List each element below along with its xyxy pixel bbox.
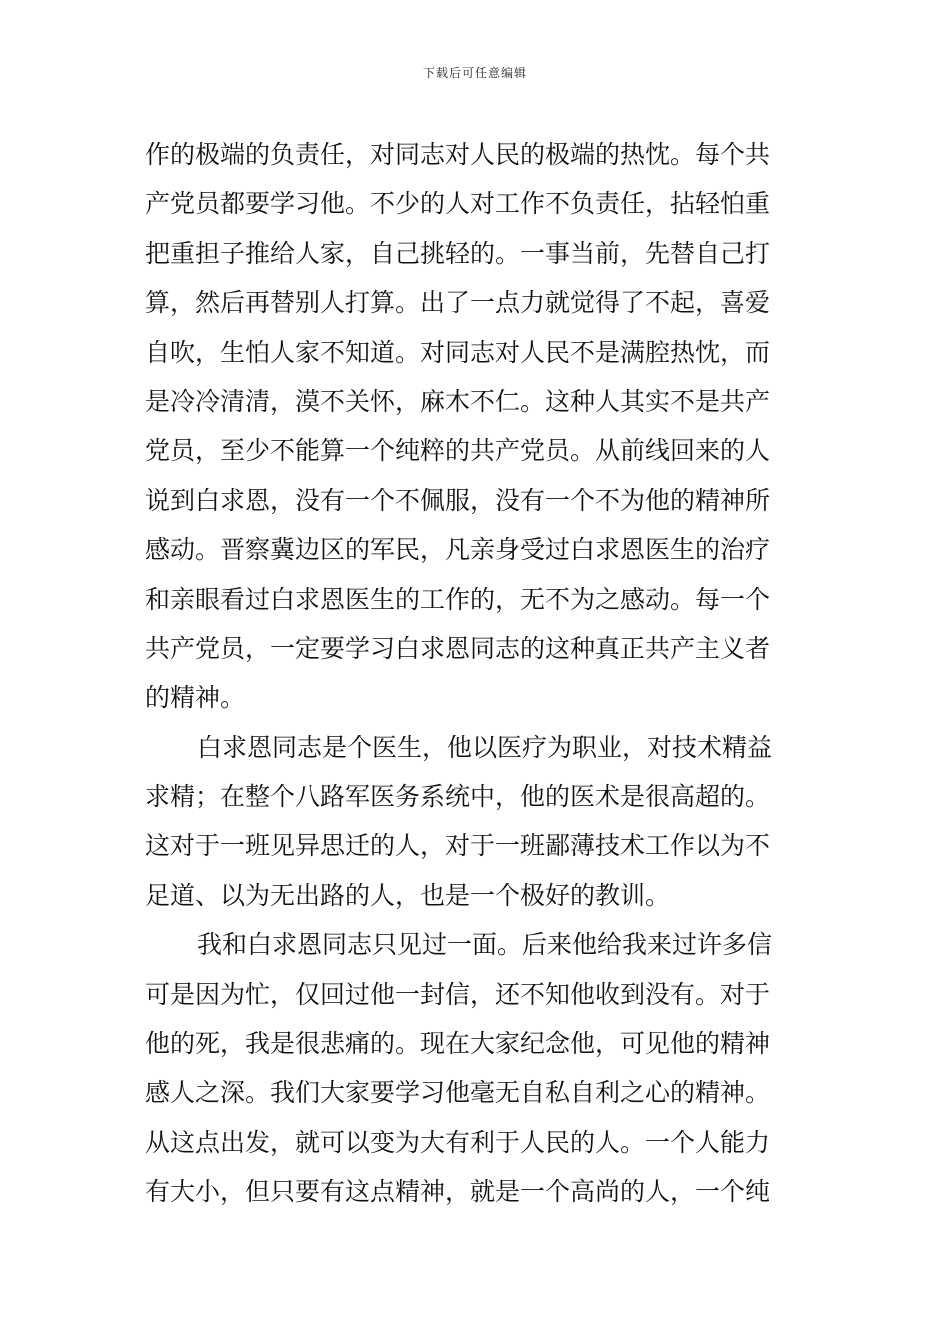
text-line: 感动。晋察冀边区的军民，凡亲身受过白求恩医生的治疗 — [145, 535, 771, 565]
text-line: 算，然后再替别人打算。出了一点力就觉得了不起，喜爱 — [145, 288, 771, 318]
text-line: 共产党员，一定要学习白求恩同志的这种真正共产主义者 — [145, 633, 771, 663]
text-line: 求精；在整个八路军医务系统中，他的医术是很高超的。 — [145, 782, 771, 812]
text-line: 自吹，生怕人家不知道。对同志对人民不是满腔热忱，而 — [145, 337, 771, 367]
text-line: 他的死，我是很悲痛的。现在大家纪念他，可见他的精神 — [145, 1029, 771, 1059]
text-line: 这对于一班见异思迁的人，对于一班鄙薄技术工作以为不 — [145, 831, 771, 861]
text-line: 有大小，但只要有这点精神，就是一个高尚的人，一个纯 — [145, 1177, 771, 1207]
text-line: 产党员都要学习他。不少的人对工作不负责任，拈轻怕重 — [145, 189, 771, 219]
text-line: 说到白求恩，没有一个不佩服，没有一个不为他的精神所 — [145, 485, 771, 515]
text-line: 作的极端的负责任，对同志对人民的极端的热忱。每个共 — [145, 140, 771, 169]
text-line: 感人之深。我们大家要学习他毫无自私自利之心的精神。 — [145, 1078, 771, 1108]
text-line: 党员，至少不能算一个纯粹的共产党员。从前线回来的人 — [145, 436, 771, 466]
text-line: 和亲眼看过白求恩医生的工作的，无不为之感动。每一个 — [145, 584, 771, 614]
text-line: 足道、以为无出路的人，也是一个极好的教训。 — [145, 880, 671, 910]
text-line: 可是因为忙，仅回过他一封信，还不知他收到没有。对于 — [145, 979, 771, 1009]
text-line: 白求恩同志是个医生，他以医疗为职业，对技术精益 — [197, 732, 773, 762]
page-header: 下载后可任意编辑 — [422, 66, 527, 80]
document-body — [145, 130, 809, 1217]
text-line: 把重担子推给人家，自己挑轻的。一事当前，先替自己打 — [145, 238, 771, 268]
text-line: 是冷冷清清，漠不关怀，麻木不仁。这种人其实不是共产 — [145, 386, 771, 416]
text-line: 从这点出发，就可以变为大有利于人民的人。一个人能力 — [145, 1127, 771, 1157]
text-line: 我和白求恩同志只见过一面。后来他给我来过许多信 — [197, 930, 773, 960]
text-line: 的精神。 — [145, 683, 246, 713]
